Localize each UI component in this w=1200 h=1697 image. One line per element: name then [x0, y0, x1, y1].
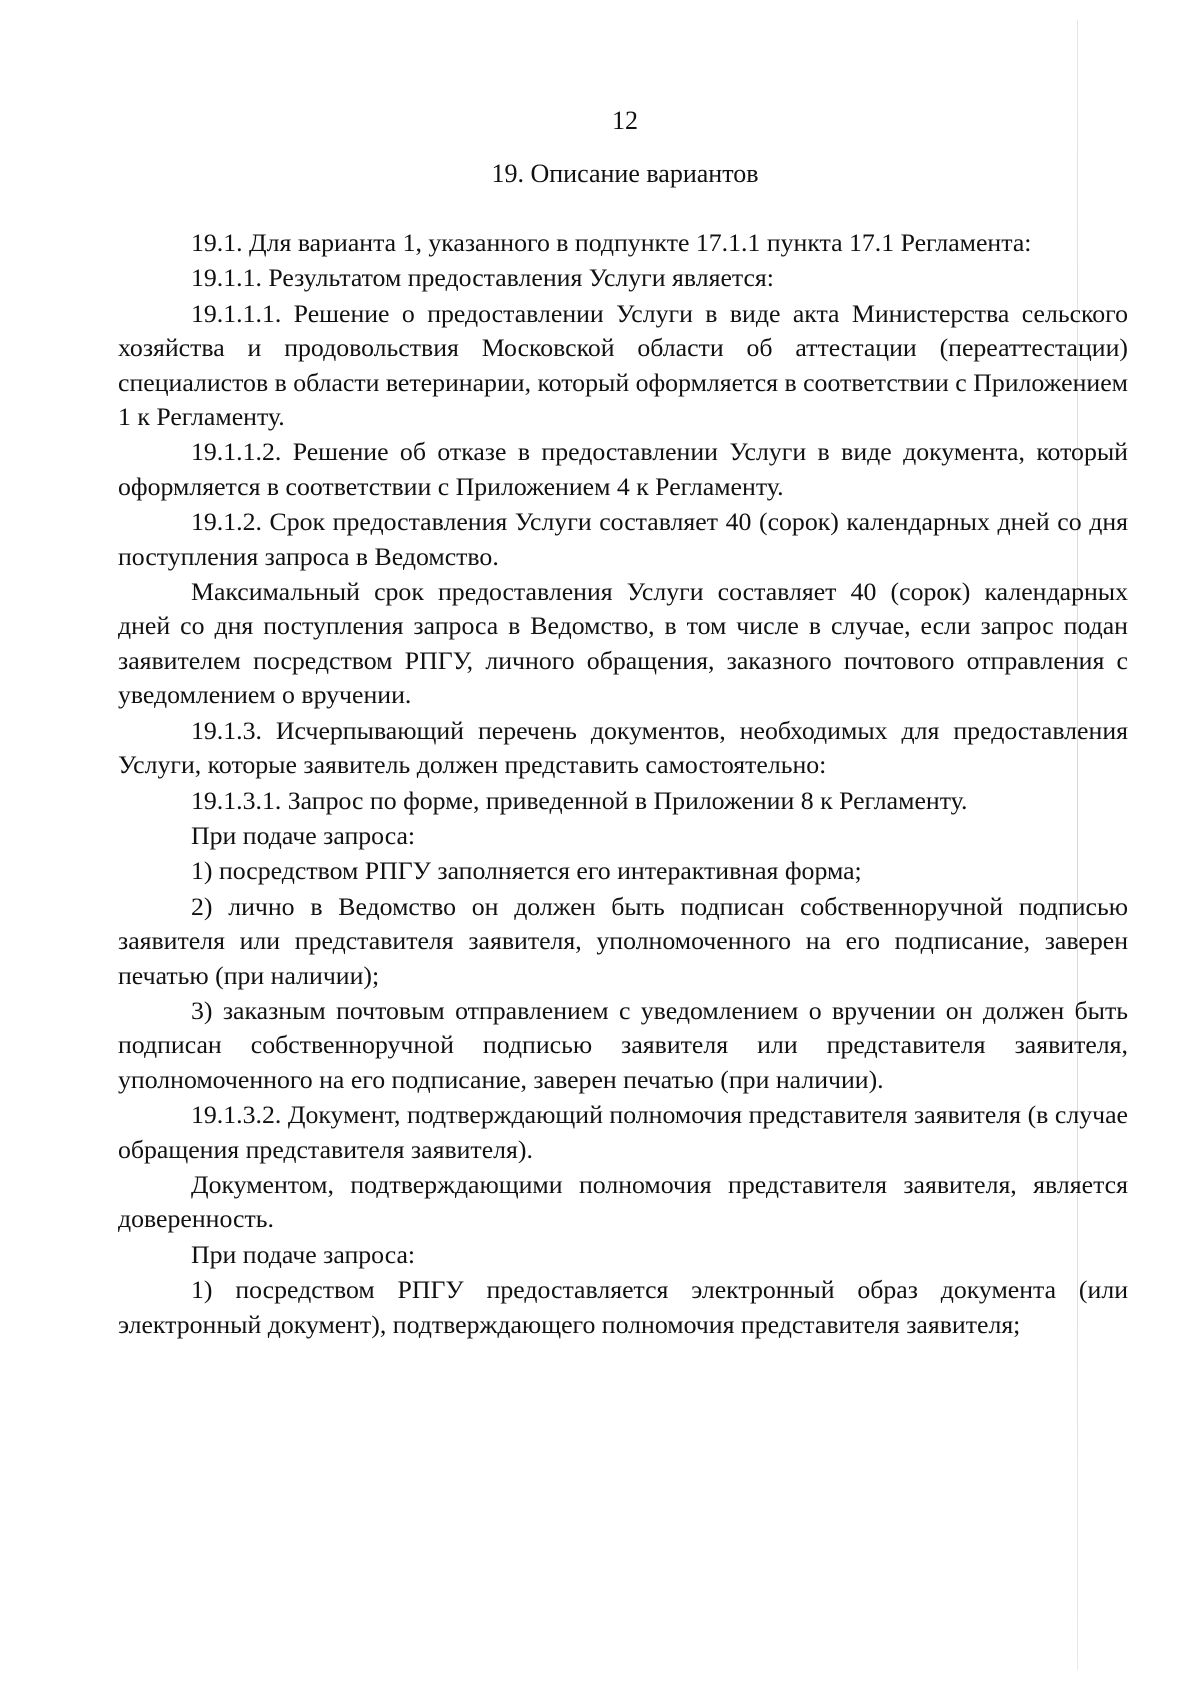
section-title: 19. Описание вариантов — [491, 159, 759, 188]
paragraph-19-1-1-2: 19.1.1.2. Решение об отказе в предоставлении Услуги в виде документа, который оформляется в соответствии с Приложением 4 к Регламенту. — [118, 437, 1128, 501]
paragraph-submission-heading-1: При подаче запроса: — [191, 820, 416, 850]
document-body — [118, 226, 1128, 1343]
paragraph-19-1-3: 19.1.3. Исчерпывающий перечень документов, необходимых для предоставления Услуги, которые заявитель должен представить самостоятельно: — [118, 715, 1128, 780]
paragraph-19-1-3-2: 19.1.3.2. Документ, подтверждающий полномочия представителя заявителя (в случае обращения представителя заявителя). — [118, 1100, 1128, 1164]
paragraph-19-1-2: 19.1.2. Срок предоставления Услуги составляет 40 (сорок) календарных дней со дня поступления запроса в Ведомство. — [118, 507, 1128, 571]
paragraph-list-item-1: 1) посредством РПГУ заполняется его интерактивная форма; — [191, 856, 862, 886]
paragraph-19-1-3-1: 19.1.3.1. Запрос по форме, приведенной в Приложении 8 к Регламенту. — [191, 785, 968, 815]
paragraph-19-1: 19.1. Для варианта 1, указанного в подпункте 17.1.1 пункта 17.1 Регламента: — [191, 228, 1032, 257]
paragraph-list-item-2: 2) лично в Ведомство он должен быть подписан собственноручной подписью заявителя или представителя заявителя, уполномоченного на его подписание, заверен печатью (при наличии); — [118, 891, 1128, 990]
paragraph-max-term: Максимальный срок предоставления Услуги составляет 40 (сорок) календарных дней со дня поступления запроса в Ведомство, в том числе в случае, если запрос подан заявителем посредством РПГУ, личного обращения, заказного почтового отправления с уведомлением о вручении. — [118, 577, 1128, 710]
page-number: 12 — [612, 106, 638, 135]
paragraph-list-item-3: 3) заказным почтовым отправлением с уведомлением о вручении он должен быть подписан собственноручной подписью заявителя или представителя заявителя, уполномоченного на его подписание, заверен печатью (при наличии). — [118, 995, 1128, 1094]
paragraph-submission-heading-2: При подаче запроса: — [191, 1239, 416, 1269]
paragraph-list-item-rpgu: 1) посредством РПГУ предоставляется электронный образ документа (или электронный документ), подтверждающего полномочия представителя заявителя; — [118, 1275, 1128, 1339]
paragraph-power-of-attorney: Документом, подтверждающими полномочия представителя заявителя, является доверенность. — [118, 1169, 1128, 1234]
paragraph-19-1-1: 19.1.1. Результатом предоставления Услуги является: — [191, 263, 774, 293]
paragraph-19-1-1-1: 19.1.1.1. Решение о предоставлении Услуги в виде акта Министерства сельского хозяйства и продовольствия Московской области об аттестации (переаттестации) специалистов в области ветеринарии, который оформляется в соответствии с Приложением 1 к Регламенту. — [118, 298, 1128, 432]
